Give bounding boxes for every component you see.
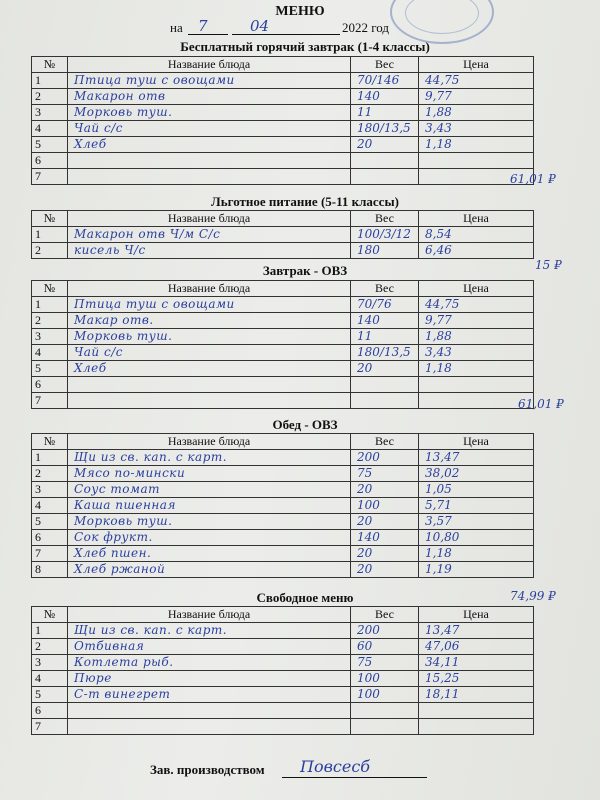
dish-name: С-т винегрет — [74, 687, 171, 701]
dish-name: Макар отв. — [74, 313, 154, 327]
dish-weight: 20 — [357, 514, 373, 528]
dish-price: 1,18 — [425, 546, 452, 560]
dish-name: Макарон отв — [74, 89, 166, 103]
table-row — [32, 243, 534, 259]
dish-weight: 11 — [357, 329, 373, 343]
dish-name-cell — [68, 639, 351, 655]
dish-price-cell — [419, 345, 534, 361]
row-num-cell: 1 — [32, 623, 68, 639]
dish-name-cell — [68, 466, 351, 482]
dish-weight-cell — [351, 530, 419, 546]
row-num-cell: 7 — [32, 393, 68, 409]
table-header-row — [32, 57, 534, 73]
dish-name: Мясо по-мински — [74, 466, 186, 480]
table-row — [32, 137, 534, 153]
dish-weight: 70/76 — [357, 297, 392, 311]
table-row — [32, 377, 534, 393]
dish-name-cell — [68, 450, 351, 466]
dish-name: Чай с/с — [74, 345, 123, 359]
dish-name-cell — [68, 377, 351, 393]
dish-name-cell — [68, 227, 351, 243]
dish-price-cell — [419, 687, 534, 703]
table-subsidized — [31, 210, 534, 259]
row-num-cell: 7 — [32, 546, 68, 562]
dish-name-cell — [68, 73, 351, 89]
row-num-cell: 4 — [32, 345, 68, 361]
dish-name-cell — [68, 719, 351, 735]
row-num-cell: 6 — [32, 153, 68, 169]
dish-price-cell — [419, 703, 534, 719]
dish-name: Соус томат — [74, 482, 160, 496]
dish-weight: 75 — [357, 655, 373, 669]
dish-name-cell — [68, 153, 351, 169]
dish-price: 44,75 — [425, 73, 460, 87]
total-ovz-lunch: 74,99 ₽ — [510, 589, 556, 603]
dish-weight-cell — [351, 546, 419, 562]
dish-weight-cell — [351, 227, 419, 243]
dish-weight-cell — [351, 153, 419, 169]
dish-name-cell — [68, 169, 351, 185]
dish-name: Хлеб — [74, 361, 107, 375]
dish-price: 3,43 — [425, 345, 452, 359]
dish-price-cell — [419, 121, 534, 137]
dish-name-cell — [68, 313, 351, 329]
dish-name: Отбивная — [74, 639, 145, 653]
dish-name: Сок фрукт. — [74, 530, 153, 544]
dish-name-cell — [68, 562, 351, 578]
table-header-row — [32, 607, 534, 623]
dish-name-cell — [68, 121, 351, 137]
dish-weight-cell — [351, 345, 419, 361]
table-ovz-lunch — [31, 433, 534, 578]
dish-name: Хлеб — [74, 137, 107, 151]
table-row — [32, 562, 534, 578]
dish-price-cell — [419, 297, 534, 313]
dish-name: Щи из св. кап. с карт. — [74, 450, 228, 464]
dish-weight: 20 — [357, 482, 373, 496]
dish-price: 9,77 — [425, 313, 452, 327]
dish-price-cell — [419, 562, 534, 578]
col-header-price: Цена — [419, 281, 534, 297]
table-header-row — [32, 281, 534, 297]
dish-weight: 200 — [357, 623, 380, 637]
dish-price: 13,47 — [425, 623, 460, 637]
dish-weight-cell — [351, 450, 419, 466]
dish-weight-cell — [351, 466, 419, 482]
dish-weight-cell — [351, 687, 419, 703]
dish-name: кисель Ч/с — [74, 243, 146, 257]
dish-price: 3,43 — [425, 121, 452, 135]
row-num-cell: 1 — [32, 297, 68, 313]
dish-weight-cell — [351, 313, 419, 329]
dish-name-cell — [68, 297, 351, 313]
table-row — [32, 546, 534, 562]
dish-price-cell — [419, 514, 534, 530]
table-row — [32, 655, 534, 671]
table-row — [32, 361, 534, 377]
col-header-price: Цена — [419, 434, 534, 450]
table-row — [32, 719, 534, 735]
row-num-cell: 2 — [32, 466, 68, 482]
dish-name: Щи из св. кап. с карт. — [74, 623, 228, 637]
dish-price: 8,54 — [425, 227, 452, 241]
total-subsidized: 15 ₽ — [535, 258, 562, 272]
col-header-name: Название блюда — [68, 434, 351, 450]
table-header-row — [32, 434, 534, 450]
footer-label: Зав. производством — [150, 762, 265, 777]
col-header-num: № — [32, 607, 68, 623]
dish-weight-cell — [351, 329, 419, 345]
table-row — [32, 466, 534, 482]
dish-weight-cell — [351, 169, 419, 185]
table-ovz-breakfast — [31, 280, 534, 409]
dish-name-cell — [68, 89, 351, 105]
table-row — [32, 227, 534, 243]
col-header-weight: Вес — [351, 57, 419, 73]
dish-price: 13,47 — [425, 450, 460, 464]
dish-weight-cell — [351, 498, 419, 514]
dish-name: Хлеб ржаной — [74, 562, 166, 576]
row-num-cell: 7 — [32, 719, 68, 735]
table-row — [32, 530, 534, 546]
dish-price-cell — [419, 73, 534, 89]
dish-weight-cell — [351, 361, 419, 377]
dish-price-cell — [419, 466, 534, 482]
dish-price-cell — [419, 639, 534, 655]
dish-weight: 20 — [357, 361, 373, 375]
row-num-cell: 8 — [32, 562, 68, 578]
table-row — [32, 498, 534, 514]
total-ovz-breakfast: 61,01 ₽ — [518, 397, 564, 411]
dish-weight-cell — [351, 514, 419, 530]
row-num-cell: 5 — [32, 687, 68, 703]
dish-name-cell — [68, 687, 351, 703]
row-num-cell: 6 — [32, 703, 68, 719]
table-row — [32, 105, 534, 121]
col-header-num: № — [32, 434, 68, 450]
dish-weight: 180/13,5 — [357, 121, 411, 135]
dish-weight-cell — [351, 639, 419, 655]
dish-name-cell — [68, 361, 351, 377]
dish-weight-cell — [351, 121, 419, 137]
dish-weight-cell — [351, 719, 419, 735]
row-num-cell: 7 — [32, 169, 68, 185]
row-num-cell: 1 — [32, 227, 68, 243]
dish-weight: 70/146 — [357, 73, 400, 87]
row-num-cell: 4 — [32, 671, 68, 687]
dish-weight-cell — [351, 137, 419, 153]
dish-weight: 180 — [357, 243, 380, 257]
col-header-name: Название блюда — [68, 211, 351, 227]
date-underline-month — [232, 34, 340, 35]
dish-price: 6,46 — [425, 243, 452, 257]
dish-name-cell — [68, 137, 351, 153]
page-title: МЕНЮ — [275, 4, 325, 19]
table-row — [32, 153, 534, 169]
dish-weight-cell — [351, 623, 419, 639]
dish-weight: 100/3/12 — [357, 227, 411, 241]
dish-weight: 200 — [357, 450, 380, 464]
col-header-weight: Вес — [351, 211, 419, 227]
dish-price: 34,11 — [425, 655, 460, 669]
dish-price-cell — [419, 530, 534, 546]
dish-price: 1,18 — [425, 137, 452, 151]
dish-name: Пюре — [74, 671, 112, 685]
dish-name-cell — [68, 482, 351, 498]
dish-name: Птица туш с овощами — [74, 297, 235, 311]
dish-price: 3,57 — [425, 514, 452, 528]
dish-weight-cell — [351, 671, 419, 687]
dish-name-cell — [68, 105, 351, 121]
dish-name-cell — [68, 655, 351, 671]
table-row — [32, 73, 534, 89]
dish-price: 10,80 — [425, 530, 460, 544]
dish-weight-cell — [351, 655, 419, 671]
date-prefix: на — [170, 20, 183, 35]
table-row — [32, 623, 534, 639]
row-num-cell: 3 — [32, 482, 68, 498]
date-underline-day — [188, 34, 228, 35]
dish-weight-cell — [351, 105, 419, 121]
dish-price-cell — [419, 546, 534, 562]
dish-name: Макарон отв Ч/м С/с — [74, 227, 221, 241]
table-row — [32, 482, 534, 498]
dish-weight: 180/13,5 — [357, 345, 411, 359]
col-header-name: Название блюда — [68, 281, 351, 297]
col-header-num: № — [32, 57, 68, 73]
signature: Повсесб — [300, 757, 371, 776]
dish-name: Чай с/с — [74, 121, 123, 135]
col-header-price: Цена — [419, 57, 534, 73]
table-row — [32, 639, 534, 655]
dish-name-cell — [68, 393, 351, 409]
dish-name: Каша пшенная — [74, 498, 176, 512]
dish-weight: 100 — [357, 498, 380, 512]
dish-name: Морковь туш. — [74, 514, 173, 528]
dish-weight-cell — [351, 89, 419, 105]
row-num-cell: 6 — [32, 530, 68, 546]
dish-price: 5,71 — [425, 498, 452, 512]
dish-weight: 60 — [357, 639, 373, 653]
dish-weight: 100 — [357, 687, 380, 701]
dish-price-cell — [419, 105, 534, 121]
dish-name-cell — [68, 671, 351, 687]
dish-name-cell — [68, 514, 351, 530]
dish-weight: 140 — [357, 313, 380, 327]
col-header-num: № — [32, 281, 68, 297]
dish-weight-cell — [351, 377, 419, 393]
table-row — [32, 514, 534, 530]
dish-name-cell — [68, 703, 351, 719]
dish-price: 1,18 — [425, 361, 452, 375]
dish-name-cell — [68, 530, 351, 546]
dish-price-cell — [419, 137, 534, 153]
dish-weight: 140 — [357, 530, 380, 544]
dish-weight-cell — [351, 482, 419, 498]
dish-price: 1,05 — [425, 482, 452, 496]
dish-price-cell — [419, 89, 534, 105]
section-title-subsidized: Льготное питание (5-11 классы) — [211, 194, 399, 209]
row-num-cell: 2 — [32, 243, 68, 259]
row-num-cell: 4 — [32, 498, 68, 514]
dish-price: 47,06 — [425, 639, 460, 653]
dish-price-cell — [419, 153, 534, 169]
table-row — [32, 671, 534, 687]
row-num-cell: 2 — [32, 639, 68, 655]
dish-price: 1,88 — [425, 329, 452, 343]
table-row — [32, 169, 534, 185]
dish-name-cell — [68, 498, 351, 514]
dish-name-cell — [68, 329, 351, 345]
dish-name-cell — [68, 345, 351, 361]
dish-price-cell — [419, 313, 534, 329]
dish-price-cell — [419, 393, 534, 409]
dish-weight-cell — [351, 703, 419, 719]
table-free-menu — [31, 606, 534, 735]
dish-weight: 20 — [357, 562, 373, 576]
dish-price-cell — [419, 450, 534, 466]
row-num-cell: 3 — [32, 329, 68, 345]
row-num-cell: 2 — [32, 313, 68, 329]
row-num-cell: 5 — [32, 361, 68, 377]
dish-price-cell — [419, 377, 534, 393]
dish-weight-cell — [351, 243, 419, 259]
row-num-cell: 5 — [32, 137, 68, 153]
dish-name-cell — [68, 243, 351, 259]
date-day: 7 — [198, 17, 208, 35]
table-row — [32, 703, 534, 719]
row-num-cell: 3 — [32, 655, 68, 671]
dish-price-cell — [419, 361, 534, 377]
table-row — [32, 121, 534, 137]
col-header-price: Цена — [419, 211, 534, 227]
section-title-free-menu: Свободное меню — [256, 590, 354, 605]
row-num-cell: 4 — [32, 121, 68, 137]
dish-name: Морковь туш. — [74, 329, 173, 343]
row-num-cell: 2 — [32, 89, 68, 105]
row-num-cell: 3 — [32, 105, 68, 121]
dish-weight-cell — [351, 393, 419, 409]
dish-price-cell — [419, 227, 534, 243]
signature-underline — [282, 777, 427, 778]
table-row — [32, 329, 534, 345]
dish-price-cell — [419, 719, 534, 735]
dish-price: 9,77 — [425, 89, 452, 103]
row-num-cell: 5 — [32, 514, 68, 530]
dish-price-cell — [419, 671, 534, 687]
col-header-weight: Вес — [351, 607, 419, 623]
dish-weight: 20 — [357, 137, 373, 151]
col-header-weight: Вес — [351, 281, 419, 297]
row-num-cell: 6 — [32, 377, 68, 393]
dish-name: Птица туш с овощами — [74, 73, 235, 87]
total-free-breakfast: 61,01 ₽ — [510, 172, 556, 186]
row-num-cell: 1 — [32, 450, 68, 466]
dish-weight-cell — [351, 297, 419, 313]
dish-name-cell — [68, 623, 351, 639]
table-row — [32, 687, 534, 703]
dish-name: Хлеб пшен. — [74, 546, 152, 560]
dish-price-cell — [419, 243, 534, 259]
col-header-num: № — [32, 211, 68, 227]
dish-price-cell — [419, 623, 534, 639]
dish-weight: 11 — [357, 105, 373, 119]
dish-price-cell — [419, 482, 534, 498]
table-row — [32, 313, 534, 329]
dish-price: 15,25 — [425, 671, 460, 685]
table-row — [32, 297, 534, 313]
table-header-row — [32, 211, 534, 227]
date-year: 2022 год — [342, 20, 389, 35]
dish-weight: 75 — [357, 466, 373, 480]
dish-name: Котлета рыб. — [74, 655, 174, 669]
table-free-breakfast — [31, 56, 534, 185]
section-title-free-breakfast: Бесплатный горячий завтрак (1-4 классы) — [180, 39, 430, 54]
dish-price: 38,02 — [425, 466, 460, 480]
dish-price: 18,11 — [425, 687, 460, 701]
col-header-weight: Вес — [351, 434, 419, 450]
row-num-cell: 1 — [32, 73, 68, 89]
dish-price-cell — [419, 329, 534, 345]
table-row — [32, 450, 534, 466]
section-title-ovz-lunch: Обед - ОВЗ — [272, 417, 338, 432]
section-title-ovz-breakfast: Завтрак - ОВЗ — [262, 263, 348, 278]
dish-weight: 140 — [357, 89, 380, 103]
dish-weight: 100 — [357, 671, 380, 685]
dish-name: Морковь туш. — [74, 105, 173, 119]
col-header-name: Название блюда — [68, 57, 351, 73]
dish-name-cell — [68, 546, 351, 562]
col-header-name: Название блюда — [68, 607, 351, 623]
date-month: 04 — [250, 17, 270, 35]
dish-price-cell — [419, 655, 534, 671]
table-row — [32, 89, 534, 105]
dish-weight-cell — [351, 73, 419, 89]
col-header-price: Цена — [419, 607, 534, 623]
dish-weight: 20 — [357, 546, 373, 560]
dish-price: 1,19 — [425, 562, 452, 576]
table-row — [32, 345, 534, 361]
dish-price: 1,88 — [425, 105, 452, 119]
dish-weight-cell — [351, 562, 419, 578]
table-row — [32, 393, 534, 409]
dish-price: 44,75 — [425, 297, 460, 311]
dish-price-cell — [419, 498, 534, 514]
